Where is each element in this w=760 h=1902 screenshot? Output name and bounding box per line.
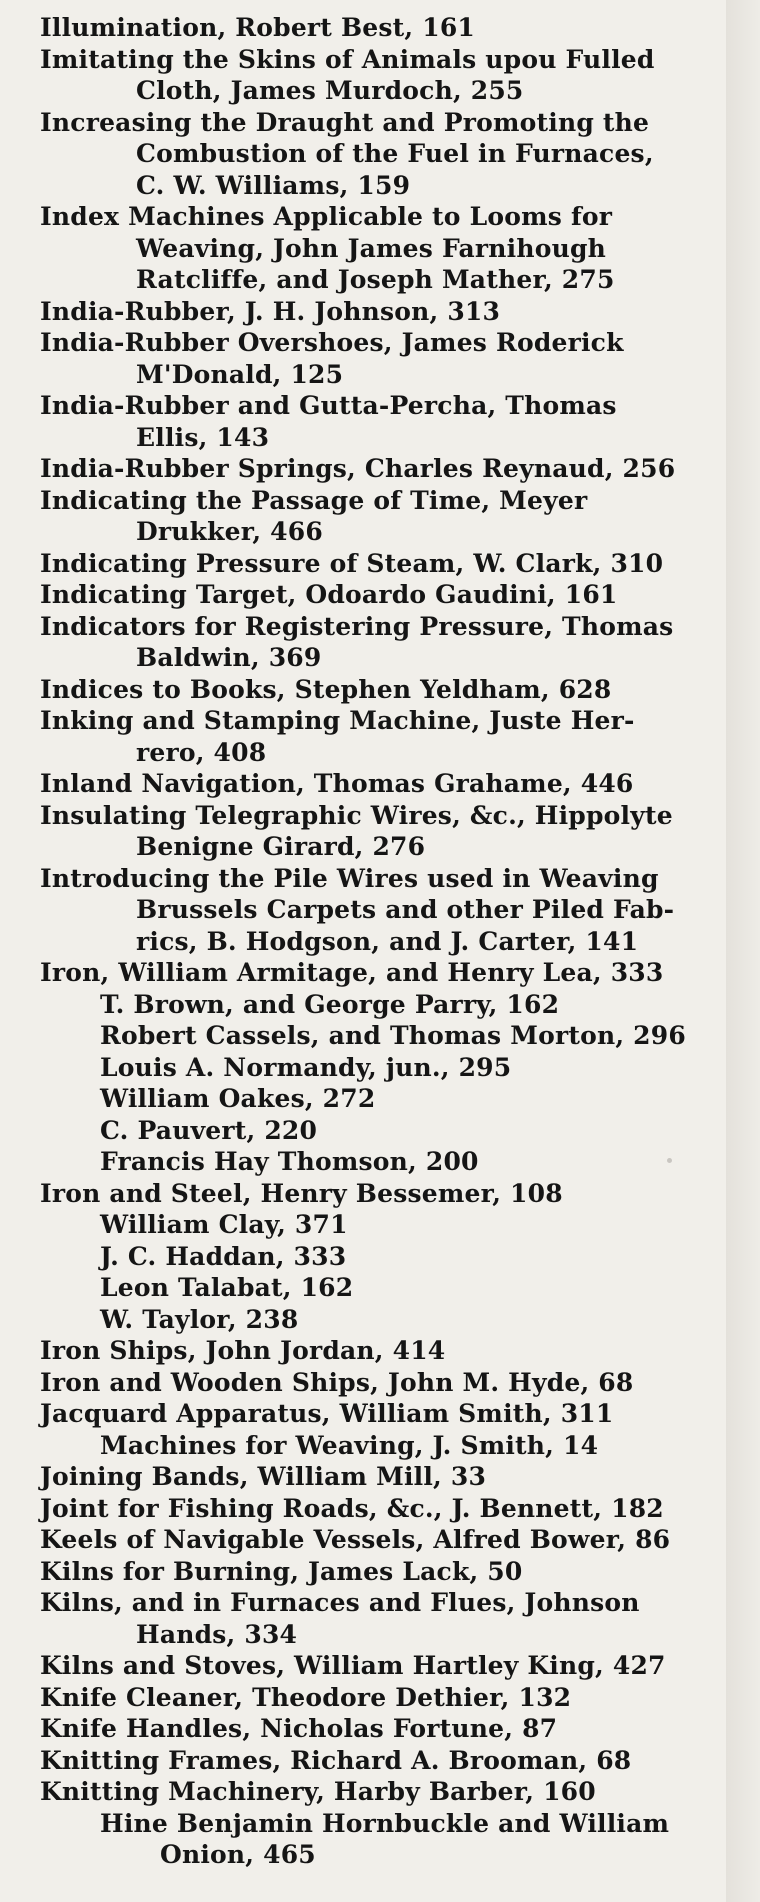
index-entry (40, 768, 712, 800)
entry-continuation-line: Ratcliffe, and Joseph Mather, 275 (136, 265, 615, 294)
entry-line: William Clay, 371 (100, 1210, 348, 1239)
index-entry (40, 1398, 712, 1430)
entry-line: Indicating the Passage of Time, Meyer (40, 485, 588, 515)
entry-line: Index Machines Applicable to Looms for (40, 202, 613, 231)
index-entry (40, 800, 712, 863)
entry-line: Kilns for Burning, James Lack, 50 (40, 1556, 523, 1586)
index-entry (40, 1335, 712, 1367)
index-entry (40, 1178, 712, 1210)
entry-continuation-line: Ellis, 143 (136, 422, 270, 452)
entry-line: Robert Cassels, and Thomas Morton, 296 (100, 1021, 686, 1050)
index-entry (40, 1020, 712, 1052)
index-entry (40, 327, 712, 390)
entry-continuation-line: Baldwin, 369 (136, 643, 322, 672)
entry-line: Machines for Weaving, J. Smith, 14 (100, 1430, 599, 1460)
entry-line: Indicators for Registering Pressure, Thomas (40, 611, 674, 641)
entry-line: Iron and Steel, Henry Bessemer, 108 (40, 1178, 563, 1208)
entry-line: Knitting Frames, Richard A. Brooman, 68 (40, 1745, 632, 1775)
index-entry (40, 1241, 712, 1273)
index-entry (40, 453, 712, 485)
index-entry (40, 296, 712, 328)
index-entry (40, 1304, 712, 1336)
entry-line: Knife Cleaner, Theodore Dethier, 132 (40, 1682, 572, 1712)
index-entry (40, 863, 712, 958)
entry-continuation-line: C. W. Williams, 159 (136, 170, 411, 200)
index-entry (40, 1587, 712, 1650)
entry-line: W. Taylor, 238 (100, 1304, 299, 1334)
index-entry (40, 12, 712, 44)
entry-continuation-line: Hands, 334 (136, 1619, 298, 1649)
index-entry (40, 989, 712, 1021)
entry-line: Keels of Navigable Vessels, Alfred Bower, 86 (40, 1525, 671, 1554)
entry-continuation-line: Cloth, James Murdoch, 255 (136, 76, 524, 105)
entry-line: Indicating Pressure of Steam, W. Clark, 310 (40, 548, 664, 578)
entry-line: Knitting Machinery, Harby Barber, 160 (40, 1777, 596, 1806)
entry-line: William Oakes, 272 (100, 1084, 376, 1113)
entry-line: Imitating the Skins of Animals upou Fulled (40, 44, 655, 74)
index-entry (40, 1052, 712, 1084)
entry-line: Joining Bands, William Mill, 33 (40, 1462, 487, 1491)
index-entry (40, 1367, 712, 1399)
entry-continuation-line: Onion, 465 (160, 1840, 316, 1869)
index-entry (40, 44, 712, 107)
index-entry (40, 485, 712, 548)
index-entry (40, 1650, 712, 1682)
entry-line: Iron, William Armitage, and Henry Lea, 333 (40, 958, 664, 987)
entry-line: C. Pauvert, 220 (100, 1115, 318, 1145)
entry-line: Illumination, Robert Best, 161 (40, 13, 476, 42)
index-entry (40, 1115, 712, 1147)
index-entry (40, 611, 712, 674)
entry-line: Kilns, and in Furnaces and Flues, Johnson (40, 1588, 640, 1617)
entry-line: Indices to Books, Stephen Yeldham, 628 (40, 674, 612, 704)
index-entry (40, 1524, 712, 1556)
index-entry (40, 201, 712, 296)
entry-line: Louis A. Normandy, jun., 295 (100, 1052, 512, 1082)
entry-line: Introducing the Pile Wires used in Weaving (40, 863, 659, 893)
entry-line: India-Rubber, J. H. Johnson, 313 (40, 296, 501, 326)
page-margin (726, 0, 760, 1902)
entry-continuation-line: Combustion of the Fuel in Furnaces, (136, 139, 654, 168)
index-entry (40, 1272, 712, 1304)
entry-line: Inland Navigation, Thomas Grahame, 446 (40, 769, 634, 798)
entry-line: India-Rubber Overshoes, James Roderick (40, 328, 624, 357)
entry-line: Inking and Stamping Machine, Juste Her- (40, 706, 635, 735)
index-entry (40, 1430, 712, 1462)
index-entry (40, 1776, 712, 1808)
entry-line: J. C. Haddan, 333 (100, 1241, 347, 1271)
entry-line: Knife Handles, Nicholas Fortune, 87 (40, 1714, 558, 1743)
print-speck (667, 1158, 672, 1163)
entry-line: Leon Talabat, 162 (100, 1273, 354, 1302)
entry-line: T. Brown, and George Parry, 162 (100, 989, 560, 1019)
entry-line: Iron and Wooden Ships, John M. Hyde, 68 (40, 1367, 634, 1397)
index-list (40, 12, 712, 1871)
entry-continuation-line: Drukker, 466 (136, 517, 323, 546)
index-entry (40, 705, 712, 768)
entry-continuation-line: Weaving, John James Farnihough (136, 233, 607, 263)
index-entry (40, 1556, 712, 1588)
index-entry (40, 1146, 712, 1178)
entry-continuation-line: M'Donald, 125 (136, 359, 344, 389)
index-entry (40, 674, 712, 706)
index-entry (40, 548, 712, 580)
index-entry (40, 957, 712, 989)
entry-line: India-Rubber Springs, Charles Reynaud, 256 (40, 454, 676, 483)
index-entry (40, 107, 712, 202)
index-entry (40, 1713, 712, 1745)
entry-line: India-Rubber and Gutta-Percha, Thomas (40, 391, 617, 420)
index-entry (40, 1745, 712, 1777)
index-entry (40, 1808, 712, 1871)
entry-continuation-line: Benigne Girard, 276 (136, 832, 426, 861)
entry-line: Jacquard Apparatus, William Smith, 311 (40, 1399, 614, 1428)
entry-continuation-line: rics, B. Hodgson, and J. Carter, 141 (136, 926, 639, 956)
index-entry (40, 1493, 712, 1525)
entry-line: Indicating Target, Odoardo Gaudini, 161 (40, 580, 618, 609)
entry-line: Joint for Fishing Roads, &c., J. Bennett, 182 (40, 1493, 664, 1523)
index-entry (40, 1682, 712, 1714)
index-entry (40, 1461, 712, 1493)
index-entry (40, 390, 712, 453)
entry-line: Iron Ships, John Jordan, 414 (40, 1336, 446, 1365)
index-entry (40, 579, 712, 611)
entry-line: Kilns and Stoves, William Hartley King, 427 (40, 1651, 666, 1680)
entry-line: Hine Benjamin Hornbuckle and William (100, 1808, 670, 1838)
entry-line: Increasing the Draught and Promoting the (40, 107, 650, 137)
entry-continuation-line: Brussels Carpets and other Piled Fab- (136, 895, 675, 924)
entry-line: Francis Hay Thomson, 200 (100, 1147, 479, 1176)
index-entry (40, 1209, 712, 1241)
entry-line: Insulating Telegraphic Wires, &c., Hippolyte (40, 800, 673, 830)
entry-continuation-line: rero, 408 (136, 737, 267, 767)
index-entry (40, 1083, 712, 1115)
